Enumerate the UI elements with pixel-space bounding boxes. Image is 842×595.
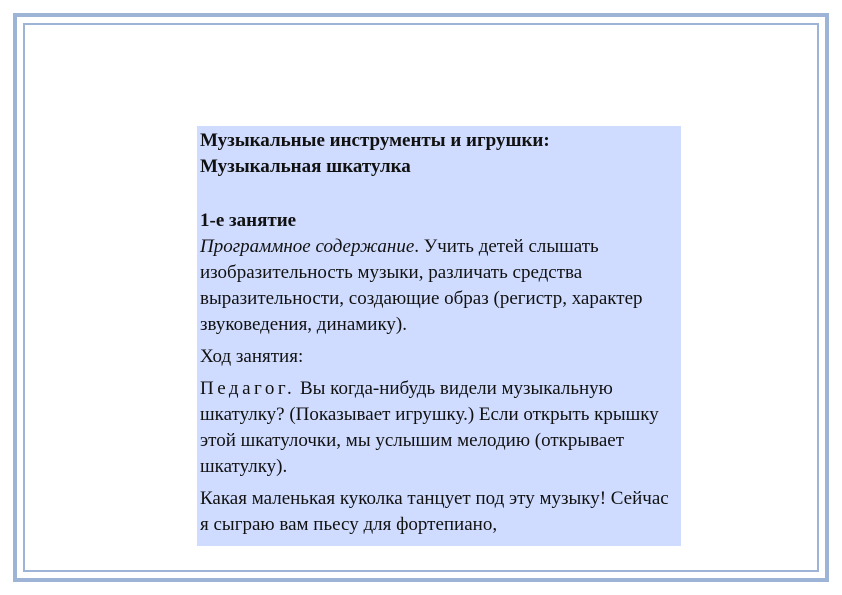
- title-line-2: Музыкальная шкатулка: [200, 156, 411, 177]
- teacher-label: Педагог.: [200, 378, 296, 399]
- title-line-1: Музыкальные инструменты и игрушки:: [200, 130, 550, 151]
- program-label: Программное содержание: [200, 236, 415, 257]
- lesson-heading: 1-е занятие: [200, 210, 297, 231]
- content-text-box: [197, 126, 681, 546]
- program-paragraph: [200, 234, 678, 338]
- teacher-paragraph: [200, 376, 678, 480]
- last-paragraph: Какая маленькая куколка танцует под эту музыку! Сейчас я сыграю вам пьесу для фортепиано,: [200, 488, 669, 535]
- teacher-text: Вы когда-нибудь видели музыкальную шкатулку? (Показывает игрушку.) Если открыть крышку этой шкатулочки, мы услышим мелодию (открывает шкатулку).: [200, 378, 659, 477]
- blank-line: [200, 180, 678, 208]
- course-label: Ход занятия:: [200, 346, 304, 367]
- program-text: . Учить детей слышать изобразительность музыки, различать средства выразительности, создающие образ (регистр, характер звуковедения, динамику).: [200, 236, 643, 335]
